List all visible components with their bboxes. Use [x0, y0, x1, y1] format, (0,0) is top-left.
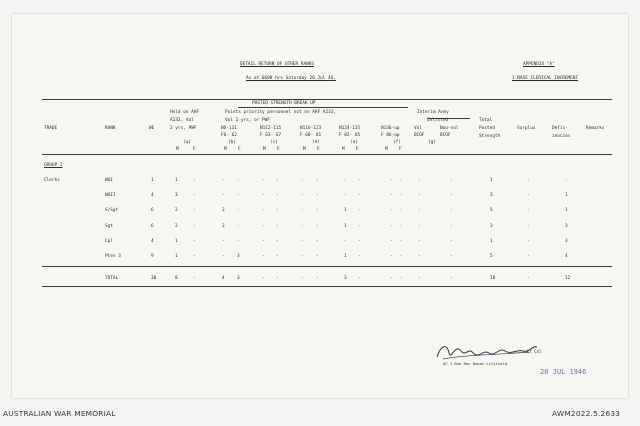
cell-c-m: - [262, 208, 265, 213]
trade-label: Clerks [44, 178, 60, 183]
cell-held: 3 [175, 193, 178, 198]
col-group-d-l2: F 68- 81 [300, 133, 322, 138]
col-total-l3: Strength [479, 134, 501, 139]
col-interim-l2: Enlisted [427, 118, 449, 123]
unit-name: 1 BASE CLERICAL INCREMENT [512, 76, 579, 81]
appendix-label: APPENDIX "A" [523, 62, 555, 67]
cell-b-m: 2 [222, 224, 225, 229]
cell-c-f: - [276, 276, 279, 281]
cell-b-m: - [222, 254, 225, 259]
cell-d-m: - [301, 254, 304, 259]
signature-rank: Lt Col [527, 349, 542, 354]
col-group-b-l3: (b) [228, 140, 236, 145]
cell-rank: WOII [105, 193, 116, 198]
cell-c-f: - [276, 254, 279, 259]
cell-rank: Ptes 3 [105, 254, 121, 259]
cell-hf: - [193, 239, 196, 244]
cell-nonvol: - [450, 254, 453, 259]
col-held-l4: (a) [183, 140, 191, 145]
cell-c-f: - [276, 193, 279, 198]
cell-b-m: - [222, 178, 225, 183]
cell-b-f: - [237, 178, 240, 183]
cell-hf: - [193, 254, 196, 259]
col-group-b-l2: FO- 62 [221, 133, 237, 138]
cell-f-f: - [400, 178, 403, 183]
cell-b-m: - [222, 239, 225, 244]
cell-f-m: - [390, 224, 393, 229]
cell-b-m: - [222, 193, 225, 198]
col-interim-l1: Interim Army [417, 110, 449, 115]
cell-d-m: - [301, 208, 304, 213]
cell-hf: - [193, 193, 196, 198]
cell-held: 8 [175, 276, 178, 281]
footer-accession-number: AWM2022.5.2633 [552, 409, 621, 418]
mf-label: F [238, 147, 241, 152]
date-stamp: 20 JUL 1946 [540, 368, 587, 376]
col-total-l1: Total [479, 118, 493, 123]
mf-label: F [317, 147, 320, 152]
cell-held: 2 [175, 224, 178, 229]
cell-f-f: - [400, 254, 403, 259]
col-g-label: (g) [428, 140, 436, 145]
cell-nonvol: - [450, 276, 453, 281]
col-group-d-l1: N116-123 [300, 126, 322, 131]
col-we: WE [149, 126, 155, 131]
cell-e-m: - [344, 193, 347, 198]
mf-label: M [224, 147, 227, 152]
mf-label: F [399, 147, 402, 152]
cell-d-f: - [316, 254, 319, 259]
col-rank: RANK [105, 126, 116, 131]
cell-we: 4 [151, 239, 154, 244]
cell-total: 3 [490, 224, 493, 229]
cell-hf: - [193, 178, 196, 183]
cell-vol: - [418, 193, 421, 198]
cell-f-m: - [390, 239, 393, 244]
col-remarks: Remarks [586, 126, 605, 131]
col-nonvol-l2: BCOF [440, 133, 451, 138]
cell-defi: 3 [565, 239, 568, 244]
cell-held: 2 [175, 208, 178, 213]
col-group-f-l1: N136-up [381, 126, 400, 131]
cell-d-f: - [316, 178, 319, 183]
col-group-e-l2: F 82- 85 [339, 133, 361, 138]
cell-e-m: 1 [344, 254, 347, 259]
cell-surplus: - [527, 276, 530, 281]
cell-b-f: - [237, 239, 240, 244]
col-vol-l1: Vol [414, 126, 422, 131]
cell-d-f: - [316, 239, 319, 244]
mf-label: F [356, 147, 359, 152]
cell-vol: - [418, 276, 421, 281]
col-group-c-l1: N112-115 [260, 126, 282, 131]
col-trade: TRADE [44, 126, 58, 131]
cell-nonvol: - [450, 208, 453, 213]
cell-d-f: - [316, 276, 319, 281]
cell-vol: - [418, 224, 421, 229]
cell-rank: Cpl [105, 239, 113, 244]
cell-vol: - [418, 208, 421, 213]
header-bottom-rule [42, 154, 612, 155]
col-group-f-l3: (f) [393, 140, 401, 145]
col-deficiencies-l2: iencies [552, 134, 571, 139]
cell-d-m: - [301, 224, 304, 229]
col-group-c-l3: (c) [270, 140, 278, 145]
cell-surplus: - [527, 239, 530, 244]
cell-b-f: - [237, 193, 240, 198]
mf-label: F [277, 147, 280, 152]
cell-rank: WOI [105, 178, 113, 183]
col-held-l1: Held on AAF [170, 110, 200, 115]
cell-we: 1 [151, 178, 154, 183]
cell-c-f: - [276, 208, 279, 213]
cell-surplus: - [527, 254, 530, 259]
col-group-b-l1: NO-111 [221, 126, 237, 131]
cell-vol: - [418, 178, 421, 183]
cell-d-f: - [316, 193, 319, 198]
cell-c-m: - [262, 239, 265, 244]
cell-d-m: - [301, 193, 304, 198]
cell-f-m: - [390, 276, 393, 281]
cell-f-f: - [400, 208, 403, 213]
mf-label: F [193, 147, 196, 152]
col-group-f-l2: F 86-up [381, 133, 400, 138]
col-priority-l2: Vol 2 yrs, or PWF [225, 118, 270, 123]
cell-e-f: - [358, 224, 361, 229]
cell-we: 6 [151, 208, 154, 213]
breakup-rule [238, 107, 408, 108]
cell-f-m: - [390, 254, 393, 259]
cell-f-m: - [390, 193, 393, 198]
col-surplus: Surplus [517, 126, 536, 131]
cell-e-f: - [358, 276, 361, 281]
cell-f-m: - [390, 208, 393, 213]
cell-e-m: 1 [344, 208, 347, 213]
cell-b-m: 2 [222, 208, 225, 213]
col-deficiencies-l1: Defic- [552, 126, 568, 131]
cell-f-f: - [400, 193, 403, 198]
cell-b-f: 3 [237, 276, 240, 281]
cell-rank: Sgt [105, 224, 113, 229]
cell-defi: 12 [565, 276, 571, 281]
table-top-rule [42, 99, 612, 100]
cell-nonvol: - [450, 239, 453, 244]
cell-surplus: - [527, 193, 530, 198]
cell-held: 1 [175, 178, 178, 183]
cell-f-m: - [390, 178, 393, 183]
cell-held: 1 [175, 239, 178, 244]
cell-d-f: - [316, 208, 319, 213]
col-priority-l1: Points priority personnel not on AAF A232, [225, 110, 337, 115]
document-subtitle: As at 0600 hrs Saturday 20 Jul 46. [246, 76, 336, 81]
cell-f-f: - [400, 224, 403, 229]
cell-e-f: - [358, 178, 361, 183]
cell-defi: 3 [565, 224, 568, 229]
mf-label: M [263, 147, 266, 152]
cell-defi: 1 [565, 193, 568, 198]
col-total-l2: Posted [479, 126, 495, 131]
cell-c-m: - [262, 178, 265, 183]
mf-label: M [385, 147, 388, 152]
cell-vol: - [418, 239, 421, 244]
cell-d-m: - [301, 276, 304, 281]
cell-c-m: - [262, 224, 265, 229]
cell-e-f: - [358, 254, 361, 259]
group-label: GROUP 2 [44, 163, 63, 168]
mf-label: M [342, 147, 345, 152]
cell-e-f: - [358, 193, 361, 198]
cell-b-f: - [237, 224, 240, 229]
cell-total: 1 [490, 178, 493, 183]
cell-e-m: 3 [344, 276, 347, 281]
cell-total: 1 [490, 239, 493, 244]
cell-nonvol: - [450, 193, 453, 198]
total-bottom-rule [42, 286, 612, 287]
cell-e-m: - [344, 178, 347, 183]
cell-defi: 1 [565, 208, 568, 213]
mf-label: M [303, 147, 306, 152]
col-group-c-l2: F 63- 67 [260, 133, 282, 138]
cell-vol: - [418, 254, 421, 259]
cell-we: 30 [151, 276, 157, 281]
col-nonvol-l1: Non-vol [440, 126, 459, 131]
cell-rank: TOTAL [105, 276, 119, 281]
footer-institution: AUSTRALIAN WAR MEMORIAL [3, 409, 116, 418]
cell-total: 5 [490, 208, 493, 213]
cell-total: 5 [490, 254, 493, 259]
document-title: DETAIL RETURN OF OTHER RANKS [240, 62, 315, 67]
cell-we: 4 [151, 193, 154, 198]
cell-defi: - [565, 178, 568, 183]
signature-office: OC 1 Bse Rec Depot Lilyfield [443, 361, 508, 366]
cell-hf: - [193, 276, 196, 281]
col-held-l3: 2 yrs, PWF [170, 126, 197, 131]
cell-rank: S/Sgt [105, 208, 119, 213]
cell-c-f: - [276, 224, 279, 229]
cell-nonvol: - [450, 224, 453, 229]
cell-surplus: - [527, 224, 530, 229]
cell-e-f: - [358, 239, 361, 244]
cell-e-f: - [358, 208, 361, 213]
cell-e-m: - [344, 239, 347, 244]
cell-d-f: - [316, 224, 319, 229]
cell-b-f: - [237, 208, 240, 213]
cell-held: 1 [175, 254, 178, 259]
col-group-e-l1: N124-135 [339, 126, 361, 131]
cell-we: 6 [151, 224, 154, 229]
cell-b-f: 3 [237, 254, 240, 259]
cell-total: 3 [490, 193, 493, 198]
cell-d-m: - [301, 239, 304, 244]
col-group-d-l3: (d) [312, 140, 320, 145]
cell-nonvol: - [450, 178, 453, 183]
cell-f-f: - [400, 239, 403, 244]
mf-label: M [176, 147, 179, 152]
total-top-rule [42, 266, 612, 267]
cell-we: 9 [151, 254, 154, 259]
col-vol-l2: BCOF [414, 133, 425, 138]
col-posted-breakup: POSTED STRENGTH BREAK UP [252, 101, 316, 106]
cell-e-m: 1 [344, 224, 347, 229]
cell-c-m: - [262, 254, 265, 259]
cell-c-f: - [276, 178, 279, 183]
cell-hf: - [193, 224, 196, 229]
cell-c-m: - [262, 276, 265, 281]
cell-c-m: - [262, 193, 265, 198]
cell-b-m: 4 [222, 276, 225, 281]
cell-f-f: - [400, 276, 403, 281]
cell-hf: - [193, 208, 196, 213]
cell-surplus: - [527, 178, 530, 183]
col-held-l2: A232, Vol [170, 118, 194, 123]
cell-total: 18 [490, 276, 496, 281]
cell-surplus: - [527, 208, 530, 213]
cell-d-m: - [301, 178, 304, 183]
cell-defi: 4 [565, 254, 568, 259]
cell-c-f: - [276, 239, 279, 244]
col-group-e-l3: (e) [350, 140, 358, 145]
